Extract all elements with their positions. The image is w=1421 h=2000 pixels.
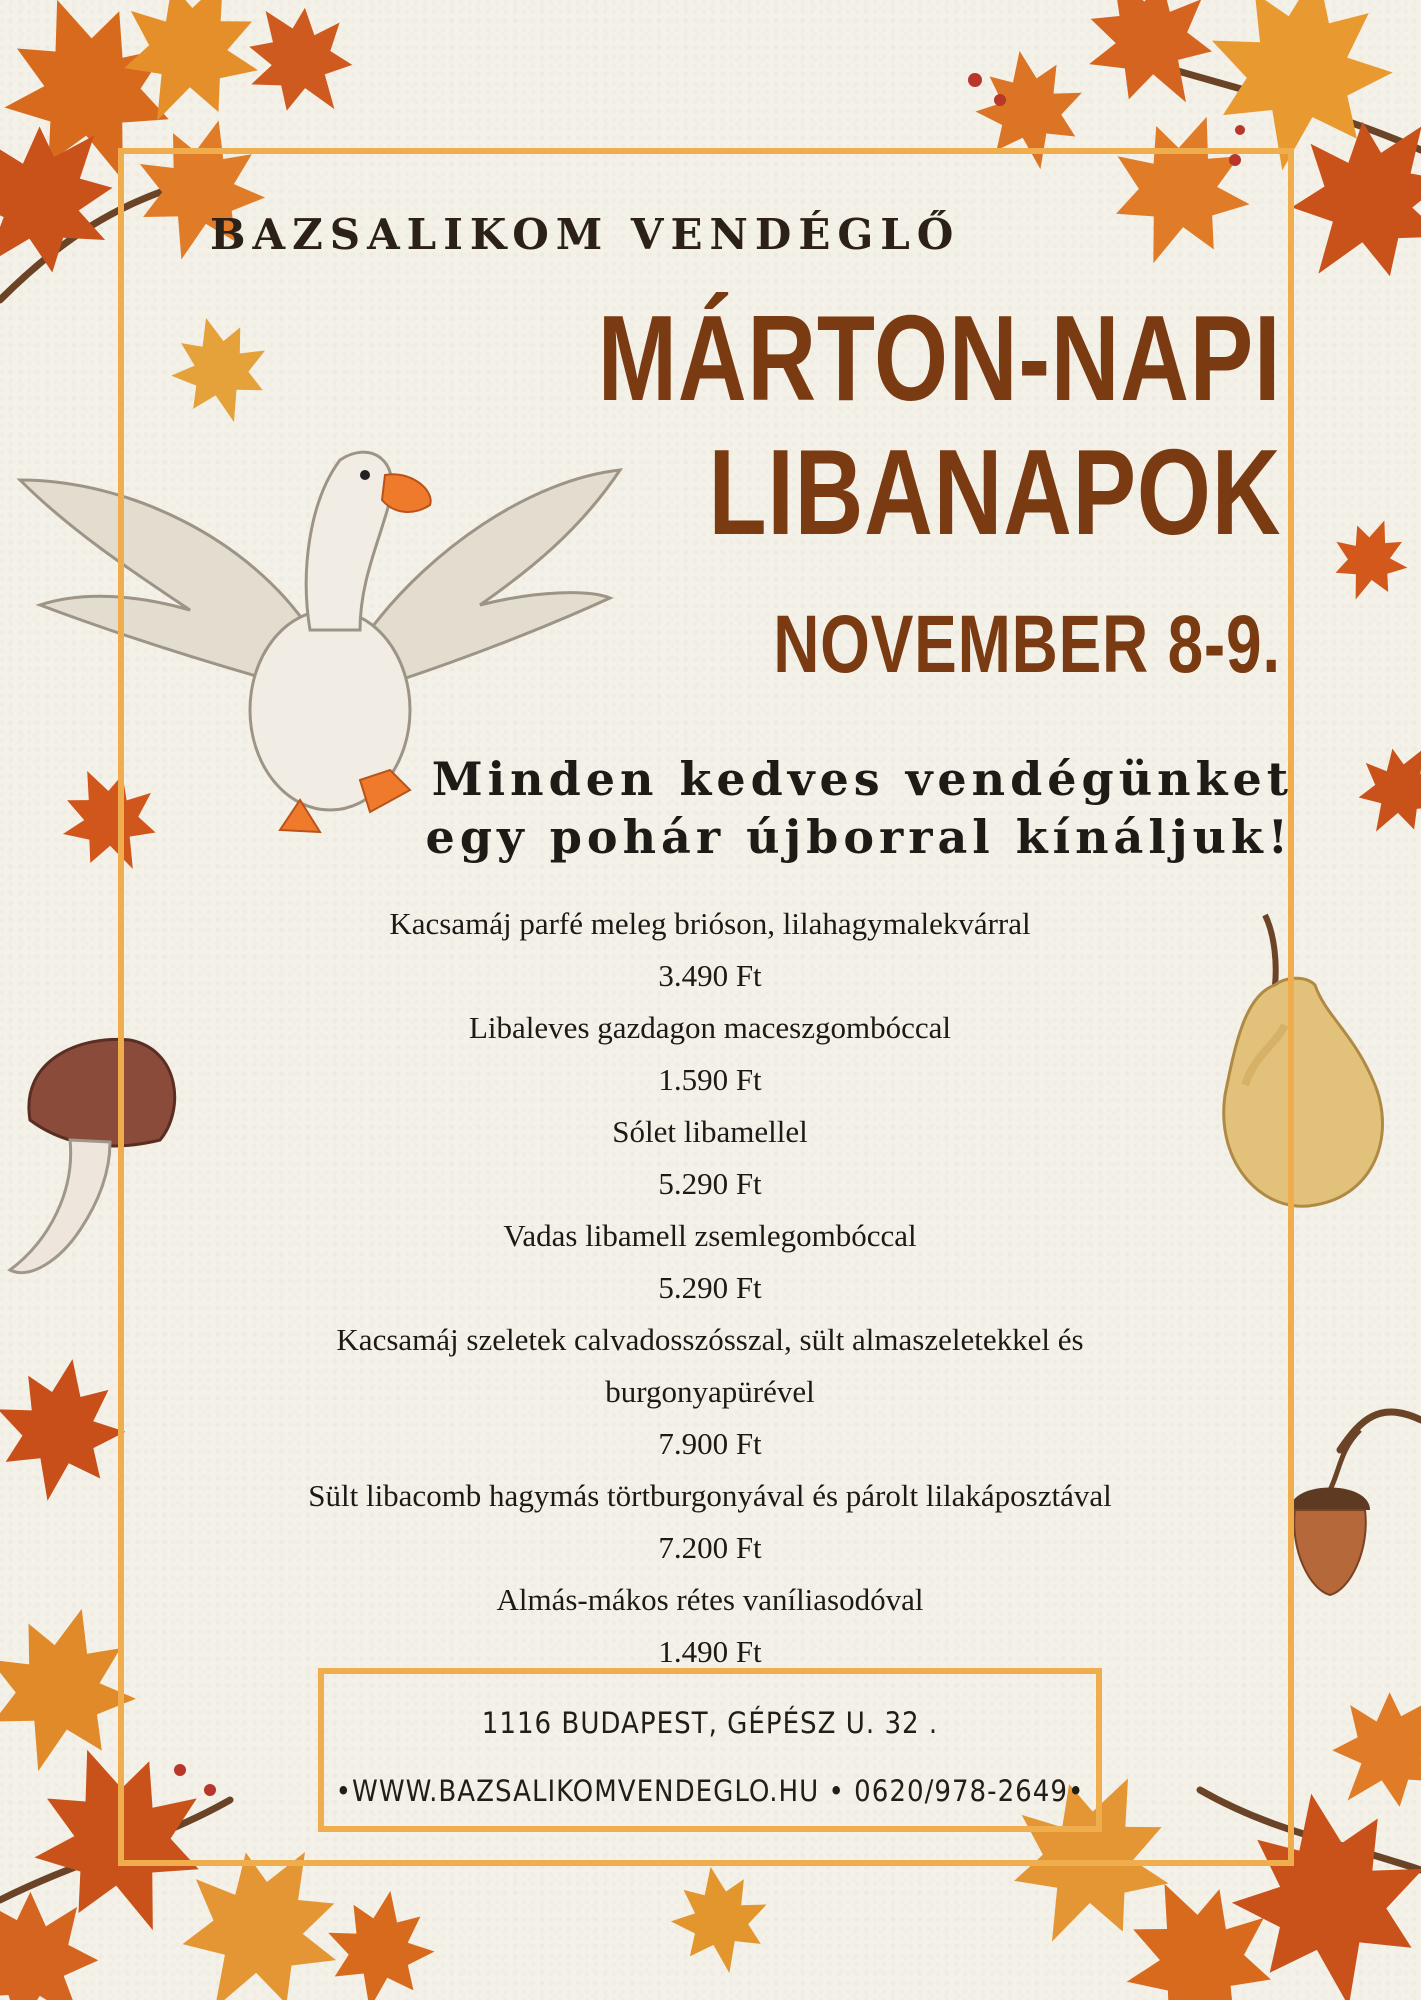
menu-item xyxy=(200,898,1220,1002)
menu-item-name: Sólet libamellel xyxy=(612,1114,808,1149)
website-and-phone: •WWW.BAZSALIKOMVENDEGLO.HU • 0620/978-2649• xyxy=(335,1774,1085,1808)
event-title-line2: LIBANAPOK xyxy=(708,424,1281,560)
menu-item xyxy=(200,1470,1220,1574)
menu-item-price: 7.200 Ft xyxy=(658,1530,762,1565)
menu-item-name: Sült libacomb hagymás törtburgonyával és párolt lilakáposztával xyxy=(308,1478,1112,1513)
menu-item xyxy=(200,1574,1220,1678)
address: 1116 BUDAPEST, GÉPÉSZ U. 32 . xyxy=(481,1706,939,1740)
menu-list xyxy=(200,898,1220,1678)
menu-item-price: 1.590 Ft xyxy=(658,1062,762,1097)
menu-item xyxy=(200,1210,1220,1314)
contact-box xyxy=(318,1668,1102,1832)
menu-item-price: 5.290 Ft xyxy=(658,1166,762,1201)
event-title-line1: MÁRTON-NAPI xyxy=(597,290,1281,426)
menu-item-price: 1.490 Ft xyxy=(658,1634,762,1669)
menu-item-name: Vadas libamell zsemlegombóccal xyxy=(503,1218,917,1253)
menu-item-price: 3.490 Ft xyxy=(658,958,762,993)
offer-line2: egy pohár újborral kínáljuk! xyxy=(425,810,1293,864)
menu-item-name: Almás-mákos rétes vaníliasodóval xyxy=(496,1582,924,1617)
menu-item-price: 7.900 Ft xyxy=(658,1426,762,1461)
restaurant-name: BAZSALIKOM VENDÉGLŐ xyxy=(210,210,961,259)
menu-item-name: Libaleves gazdagon maceszgombóccal xyxy=(469,1010,951,1045)
menu-item-name: Kacsamáj szeletek calvadosszósszal, sült almaszeletekkel és burgonyapürével xyxy=(336,1322,1084,1409)
menu-item-price: 5.290 Ft xyxy=(658,1270,762,1305)
menu-item xyxy=(200,1002,1220,1106)
offer-line1: Minden kedves vendégünket xyxy=(431,752,1293,806)
event-date: NOVEMBER 8-9. xyxy=(773,599,1281,690)
menu-item xyxy=(200,1314,1220,1470)
menu-item xyxy=(200,1106,1220,1210)
menu-item-name: Kacsamáj parfé meleg brióson, lilahagymalekvárral xyxy=(389,906,1031,941)
